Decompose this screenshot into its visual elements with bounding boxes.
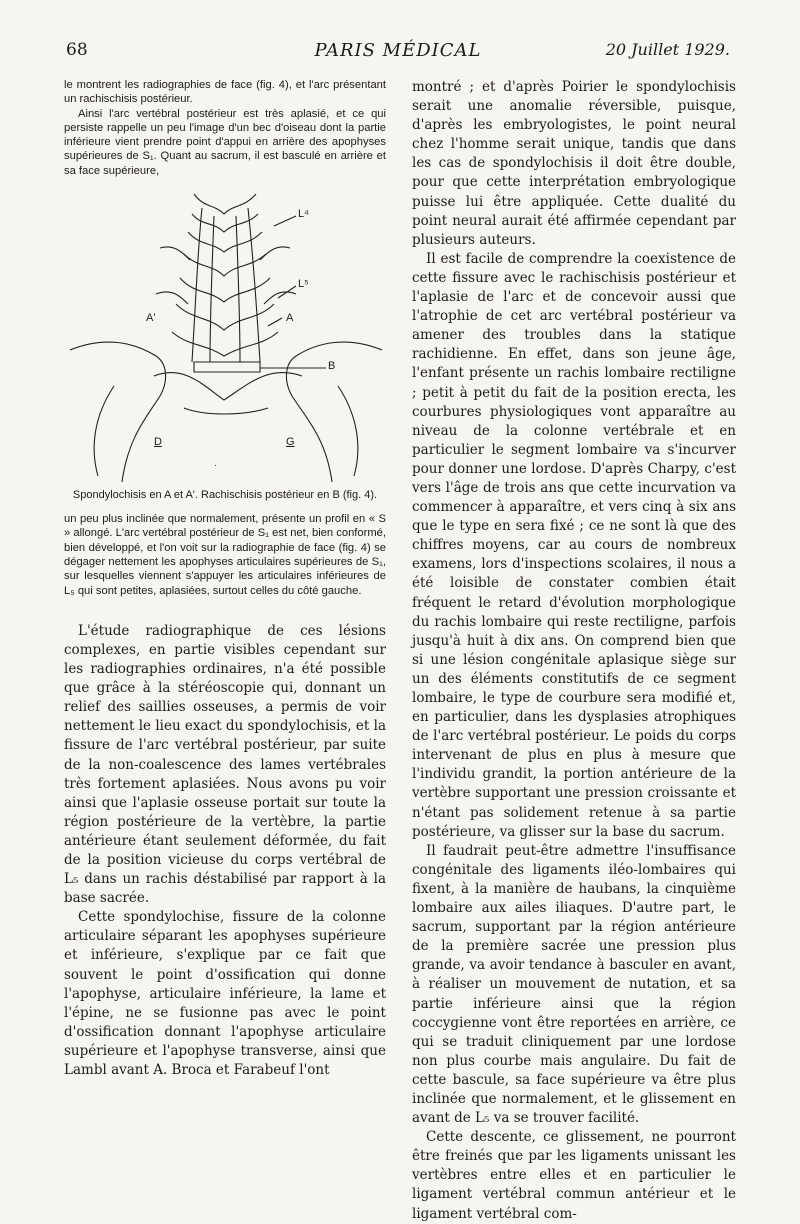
paragraph: un peu plus inclinée que normalement, présente un profil en « S » allongé. L'arc vertébral postérieur de S₁ est net, bien conformé, bien développé, et l'on voit sur la radiographie de face (fig. 4) se dégager nettement les apophyses articulaires supérieures de S₁, sur lesquelles viennent s'appuyer les articulaires inférieures de L₅ qui sont petites, aplasiées, surtout celles du côté gauche. (64, 513, 386, 597)
svg-text:·: · (214, 460, 217, 471)
label-g: G (286, 436, 295, 449)
paragraph: le montrent les radiographies de face (fig. 4), et l'arc présentant un rachischisis postérieur. (64, 79, 386, 106)
label-a: A (286, 312, 294, 325)
label-b: B (328, 360, 336, 373)
paragraph: Cette descente, ce glissement, ne pourront être freinés que par les ligaments unissant les vertèbres entre elles et en particulier le ligament vertébral commun antérieur et le ligament vertébral com- (412, 1129, 736, 1222)
spine-xray-drawing (64, 186, 386, 482)
paragraph: Il faudrait peut-être admettre l'insuffisance congénitale des ligaments iléo-lombaires qui fixent, à la manière de haubans, la cinquième lombaire aux ailes iliaques. D'autre part, le sacrum, supportant par la région antérieure de la première sacrée une pression plus grande, va avoir tendance à basculer en avant, à réaliser un mouvement de nutation, et sa partie inférieure ainsi que la région coccygienne vont être reportées en arrière, ce qui se traduit cliniquement par une lordose non plus courbe mais angulaire. Du fait de cette bascule, sa face supérieure va être plus inclinée que normalement, et le glissement en avant de L₅ va se trouver facilité. (412, 842, 736, 1127)
left-top-text (64, 78, 386, 178)
right-column (412, 78, 736, 1224)
page-header (66, 40, 730, 70)
figure-4 (64, 186, 386, 482)
label-l4: L⁴ (298, 208, 309, 221)
label-l5: L⁵ (298, 278, 309, 291)
paragraph: Ainsi l'arc vertébral postérieur est très aplasié, et ce qui persiste rappelle un peu l'image d'un bec d'oiseau dont la partie inférieure vient prendre point d'appui en arrière des apophyses supérieures de S₁. Quant au sacrum, il est basculé en arrière et sa face supérieure, (64, 107, 386, 177)
paragraph: Il est facile de comprendre la coexistence de cette fissure avec le rachischisis postérieur et l'aplasie de l'arc et de concevoir aussi que l'atrophie de cet arc vertébral postérieur va amener des troubles dans la statique rachidienne. En effet, dans son jeune âge, l'enfant présente un rachis lombaire rectiligne ; petit à petit du fait de la position erecta, les courbures physiologiques vont apparaître au niveau de la colonne vertébrale et en particulier le segment lombaire va s'incurver pour donner une lordose. D'après Charpy, c'est vers l'âge de trois ans que cette incurvation va commencer à apparaître, et vers cinq à six ans que le type en sera fixé ; ce ne sont là que des chiffres moyens, car au cours de nombreux examens, lors d'inspections scolaires, il nous a été loisible de constater combien était fréquent le retard d'évolution morphologique du rachis lombaire qui reste rectiligne, parfois jusqu'à huit à dix ans. On comprend bien que si une lésion congénitale aplasique siège sur un des éléments constitutifs de ce segment lombaire, le type de courbure sera modifié et, en particulier, dans les dysplasies atrophiques de l'arc vertébral postérieur. Le poids du corps intervenant de plus en plus à mesure que l'individu grandit, la portion antérieure de la vertèbre supportant une pression croissante et n'étant pas solidement retenue à sa partie postérieure, va glisser sur la base du sacrum. (412, 250, 736, 840)
issue-date: 20 Juillet 1929. (605, 40, 730, 59)
left-after-figure-text (64, 512, 386, 598)
paragraph: montré ; et d'après Poirier le spondylochisis serait une anomalie réversible, puisque, d'après les embryologistes, le point neural chez l'homme serait unique, tandis que dans les cas de spondylochisis il doit être double, pour que cette interprétation embryologique puisse lui être appliquée. Cette dualité du point neural aurait été affirmée cependant par plusieurs auteurs. (412, 79, 736, 248)
page-number: 68 (66, 40, 88, 60)
figure-caption: Spondylochisis en A et A'. Rachischisis postérieur en B (fig. 4). (72, 489, 378, 502)
paragraph: Cette spondylochise, fissure de la colonne articulaire séparant les apophyses supérieure et inférieure, s'explique par ce fait que souvent le point d'ossification qui donne l'apophyse, articulaire inférieure, la lame et l'épine, ne se fusionne pas avec le point d'ossification donnant l'apophyse articulaire supérieure et l'apophyse transverse, ainsi que Lambl avant A. Broca et Farabeuf l'ont (64, 909, 386, 1079)
label-d: D (154, 436, 162, 449)
left-main-text (64, 622, 386, 1080)
paragraph: L'étude radiographique de ces lésions complexes, en partie visibles cependant sur les radiographies ordinaires, n'a été possible que grâce à la stéréoscopie qui, donnant un relief des saillies osseuses, a permis de voir nettement le lieu exact du spondylochisis, et la fissure de l'arc vertébral postérieur, par suite de la non-coalescence des lames vertébrales très fortement aplasiées. Nous avons pu voir ainsi que l'aplasie osseuse portait sur toute la région postérieure de la vertèbre, la partie antérieure étant seulement déformée, du fait de la position vicieuse du corps vertébral de L₅ dans un rachis déstabilisé par rapport à la base sacrée. (64, 622, 386, 907)
left-column (64, 78, 386, 1080)
journal-title: PARIS MÉDICAL (314, 40, 482, 61)
label-a-prime: A' (146, 312, 156, 325)
